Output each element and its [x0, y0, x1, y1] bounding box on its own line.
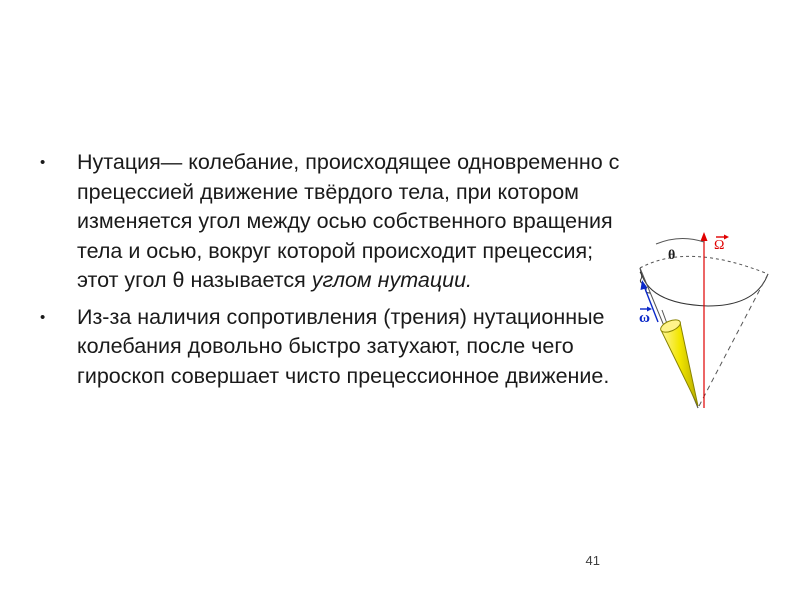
bullet-text: Из-за наличия сопротивления (трения) нутационные колебания довольно быстро затухают, после чего гироскоп совершает чисто прецессионное движение.	[77, 304, 610, 388]
omega-big-label: Ω	[714, 238, 725, 253]
omega-big-label-group	[714, 235, 729, 254]
page-number: 41	[585, 553, 600, 568]
nutation-angle-term: углом нутации.	[311, 268, 473, 292]
bullet-marker: •	[40, 154, 46, 171]
bullet-marker: •	[40, 308, 46, 326]
bullet-item-damping	[40, 303, 630, 392]
theta-arc	[656, 238, 704, 244]
theta-label: θ	[668, 248, 676, 263]
bullet-item-nutation	[40, 148, 630, 296]
gyroscope-precession-diagram	[628, 218, 778, 414]
gyroscope-body	[661, 322, 698, 406]
omega-small-label-group	[639, 307, 652, 327]
omega-big-vector-arrowhead	[724, 235, 729, 240]
omega-small-label: ω	[639, 310, 650, 326]
bullet-text	[77, 148, 630, 296]
slide-body	[40, 148, 630, 398]
nutation-definition: Нутация— колебание, происходящее одновременно с прецессией движение твёрдого тела, при котором изменяется угол между осью собственного вращения тела и осью, вокруг которой происходит прецессия; этот угол θ называется	[77, 150, 620, 292]
cone-side-right	[698, 274, 768, 408]
precession-axis-arrowhead	[701, 232, 708, 241]
